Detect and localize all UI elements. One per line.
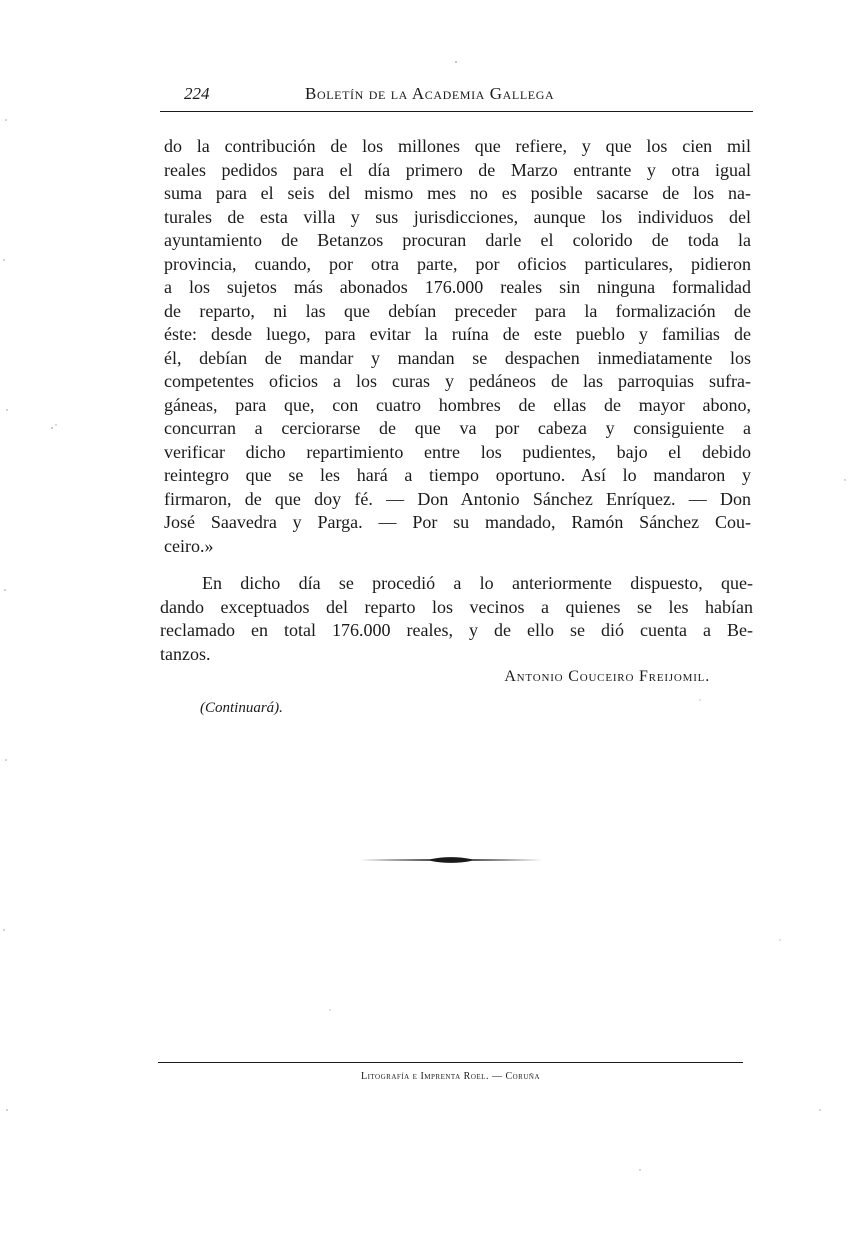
ornament-divider bbox=[360, 852, 542, 868]
text-line: tanzos. bbox=[160, 643, 211, 664]
text-line: reclamado en total 176.000 reales, y de ello se dió cuenta a Be- bbox=[160, 620, 753, 640]
text-line: concurran a cerciorarse de que va por cabeza y consiguiente a bbox=[164, 418, 751, 438]
ornament-swell bbox=[360, 857, 542, 863]
text-line: a los sujetos más abonados 176.000 reales sin ninguna formalidad bbox=[164, 277, 751, 297]
printer-imprint: Litografía e Imprenta Roel. — Coruña bbox=[360, 1071, 541, 1082]
header-rule bbox=[160, 111, 753, 112]
running-title: Boletín de la Academia Gallega bbox=[305, 84, 555, 103]
text-line: reintegro que se les hará a tiempo oportuno. Así lo mandaron y bbox=[164, 465, 751, 485]
text-line: ayuntamiento de Betanzos procuran darle el colorido de toda la bbox=[164, 230, 751, 250]
text-line: de reparto, ni las que debían preceder para la formalización de bbox=[164, 300, 751, 321]
text-line: do la contribución de los millones que refiere, y que los cien mil bbox=[164, 136, 751, 156]
text-line: dando exceptuados del reparto los vecinos a quienes se les habían bbox=[160, 596, 753, 617]
page-number: 224 bbox=[184, 84, 210, 103]
text-line: reales pedidos para el día primero de Marzo entrante y otra igual bbox=[164, 159, 751, 180]
text-line: provincia, cuando, por otra parte, por oficios particulares, pidieron bbox=[164, 253, 751, 274]
text-line: turales de esta villa y sus jurisdicciones, aunque los individuos del bbox=[164, 206, 751, 227]
author-signature: Antonio Couceiro Freijomil. bbox=[504, 668, 710, 685]
text-line: competentes oficios a los curas y pedáneos de las parroquias sufra- bbox=[164, 371, 751, 391]
text-line: firmaron, de que doy fé. — Don Antonio Sánchez Enríquez. — Don bbox=[164, 488, 751, 509]
footer-rule bbox=[158, 1062, 743, 1063]
text-line: él, debían de mandar y mandan se despachen inmediatamente los bbox=[164, 347, 751, 368]
paragraph-continuation bbox=[164, 135, 751, 558]
text-line: verificar dicho repartimiento entre los pudientes, bajo el debido bbox=[164, 441, 751, 462]
text-line: suma para el seis del mismo mes no es posible sacarse de los na- bbox=[164, 183, 751, 203]
continued-note: (Continuará). bbox=[200, 700, 283, 716]
text-line: ceiro.» bbox=[164, 535, 214, 556]
text-line: éste: desde luego, para evitar la ruína de este pueblo y familias de bbox=[164, 324, 751, 344]
text-line: En dicho día se procedió a lo anteriormente dispuesto, que- bbox=[202, 573, 753, 593]
paragraph-summary bbox=[160, 572, 753, 666]
text-line: gáneas, para que, con cuatro hombres de ellas de mayor abono, bbox=[164, 394, 751, 415]
text-line: José Saavedra y Parga. — Por su mandado, Ramón Sánchez Cou- bbox=[164, 512, 751, 532]
page-header bbox=[160, 80, 753, 114]
